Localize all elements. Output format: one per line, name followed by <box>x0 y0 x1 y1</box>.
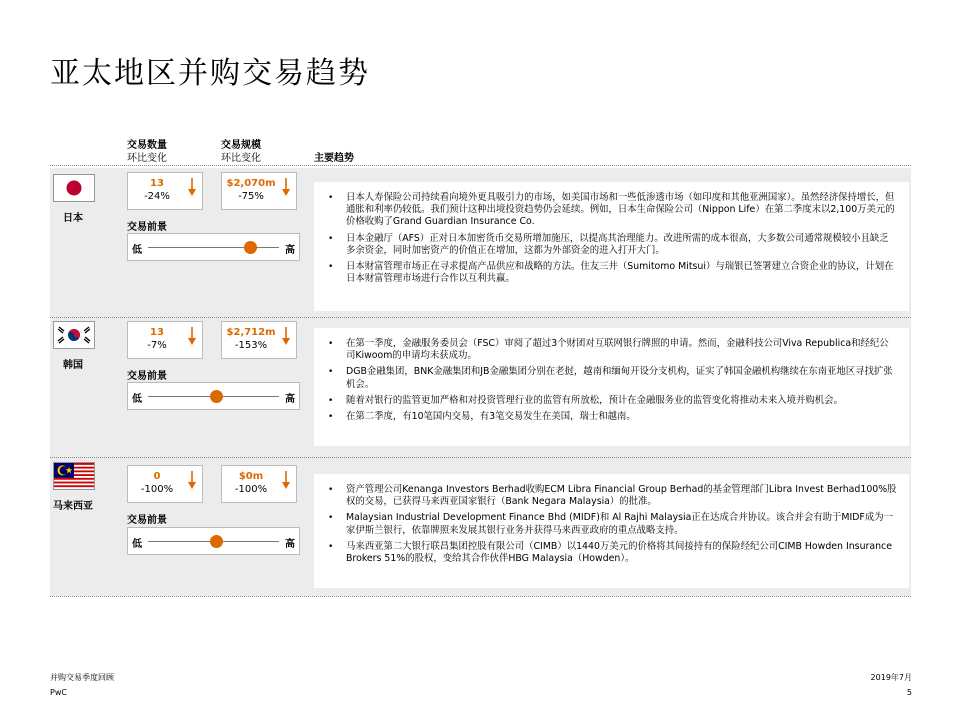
down-arrow-icon <box>188 178 196 196</box>
outlook-high-label: 高 <box>285 245 295 256</box>
outlook-low-label: 低 <box>132 394 142 405</box>
value-metric-korea <box>221 321 297 359</box>
trend-item: • 日本金融厅（AFS）正对日本加密货币交易所增加施压，以提高其治理能力。改进所需的成本很高，大多数公司通常规模较小且缺乏多余资金，同时加密资产的价值正在增加，这都为外部资金的进入打开大门。 <box>320 233 897 257</box>
outlook-marker <box>210 535 223 548</box>
trends-box-korea <box>314 328 909 446</box>
country-name-japan: 日本 <box>63 213 83 224</box>
value-change: -100% <box>234 484 268 495</box>
volume-header <box>127 139 167 165</box>
value-header-sub: 环比变化 <box>221 153 261 164</box>
trends-box-japan <box>314 182 909 311</box>
trend-item: • Malaysian Industrial Development Finance Bhd (MIDF)和 Al Rajhi Malaysia正在达成合并协议。该合并会有助于MIDF成为一家伊斯兰银行，依靠牌照来发展其银行业务并获得马来西亚政府的重点战略支持。 <box>320 512 897 536</box>
value-change: -153% <box>234 340 268 351</box>
outlook-high-label: 高 <box>285 394 295 405</box>
trends-header: 主要趋势 <box>314 153 354 164</box>
separator <box>50 165 911 166</box>
trends-list <box>320 192 897 285</box>
value-header <box>221 139 261 165</box>
footer-brand: PwC <box>50 688 67 697</box>
volume-metric-japan <box>127 172 203 210</box>
value-header-label: 交易规模 <box>221 140 261 151</box>
volume-metric-malaysia <box>127 465 203 503</box>
outlook-high-label: 高 <box>285 539 295 550</box>
outlook-label: 交易前景 <box>127 371 167 382</box>
outlook-label: 交易前景 <box>127 515 167 526</box>
volume-value: 0 <box>153 471 161 482</box>
volume-value: 13 <box>150 178 164 189</box>
value-metric-japan <box>221 172 297 210</box>
separator <box>50 457 911 458</box>
trend-item: • 资产管理公司Kenanga Investors Berhad收购ECM Libra Financial Group Berhad的基金管理部门Libra Invest Berhad100%股权的交易，已获得马来西亚国家银行（Bank Negara Malaysia）的批准。 <box>320 484 897 508</box>
down-arrow-icon <box>188 471 196 489</box>
trends-box-malaysia <box>314 474 909 588</box>
separator <box>50 317 911 318</box>
down-arrow-icon <box>282 178 290 196</box>
value-amount: $2,712m <box>226 327 276 338</box>
trend-item: • 在第二季度，有10笔国内交易，有3笔交易发生在美国，瑞士和越南。 <box>320 411 897 423</box>
trends-list <box>320 484 897 565</box>
outlook-slider-korea <box>127 382 300 410</box>
volume-change: -7% <box>147 340 167 351</box>
outlook-slider-malaysia <box>127 527 300 555</box>
outlook-track <box>148 247 279 248</box>
volume-change: -100% <box>140 484 174 495</box>
value-metric-malaysia <box>221 465 297 503</box>
volume-metric-korea <box>127 321 203 359</box>
value-change: -75% <box>238 191 264 202</box>
trend-item: • 随着对银行的监管更加严格和对投资管理行业的监管有所放松，预计在金融服务业的监管变化将推动未来入境并购机会。 <box>320 395 897 407</box>
outlook-slider-japan <box>127 233 300 261</box>
down-arrow-icon <box>282 327 290 345</box>
footer-date: 2019年7月 <box>870 673 912 682</box>
japan-flag-icon <box>53 174 95 202</box>
trend-item: • 在第一季度，金融服务委员会（FSC）审阅了超过3个财团对互联网银行牌照的申请。然而，金融科技公司Viva Republica和经纪公司Kiwoom的申请均未获成功。 <box>320 338 897 362</box>
down-arrow-icon <box>188 327 196 345</box>
volume-header-label: 交易数量 <box>127 140 167 151</box>
outlook-marker <box>244 241 257 254</box>
trend-item: • 日本财富管理市场正在寻求提高产品供应和战略的方法。住友三井（Sumitomo Mitsui）与瑞银已签署建立合资企业的协议，计划在日本财富管理市场进行合作以互利共赢。 <box>320 261 897 285</box>
separator <box>50 596 911 597</box>
korea-flag-icon <box>53 321 95 349</box>
trend-item: • 马来西亚第二大银行联昌集团控股有限公司（CIMB）以1440万美元的价格将其间接持有的保险经纪公司CIMB Howden Insurance Brokers 51%的股权，变给其合作伙伴HBG Malaysia（Howden）。 <box>320 541 897 565</box>
malaysia-flag-icon <box>53 462 95 490</box>
footer-title: 并购交易季度回顾 <box>50 673 114 682</box>
outlook-low-label: 低 <box>132 245 142 256</box>
trend-item: • DGB金融集团，BNK金融集团和JB金融集团分别在老挝，越南和缅甸开设分支机构，证实了韩国金融机构继续在东南亚地区寻找扩张机会。 <box>320 366 897 390</box>
down-arrow-icon <box>282 471 290 489</box>
country-name-korea: 韩国 <box>63 360 83 371</box>
value-amount: $2,070m <box>226 178 276 189</box>
country-name-malaysia: 马来西亚 <box>53 501 93 512</box>
trends-list <box>320 338 897 423</box>
volume-change: -24% <box>144 191 170 202</box>
outlook-marker <box>210 390 223 403</box>
outlook-low-label: 低 <box>132 539 142 550</box>
page-number: 5 <box>906 688 912 697</box>
outlook-label: 交易前景 <box>127 222 167 233</box>
volume-header-sub: 环比变化 <box>127 153 167 164</box>
trend-item: • 日本人寿保险公司持续看向境外更具吸引力的市场，如美国市场和一些低渗透市场（如印度和其他亚洲国家）。虽然经济保持增长，但通胀和利率仍较低。我们预计这种出境投资趋势仍会延续。例如，日本生命保险公司（Nippon Life）在第二季度末以2,100万美元的价格收购了Grand Guardian Insurance Co. <box>320 192 897 229</box>
page-title: 亚太地区并购交易趋势 <box>50 56 370 91</box>
volume-value: 13 <box>150 327 164 338</box>
value-amount: $0m <box>238 471 264 482</box>
